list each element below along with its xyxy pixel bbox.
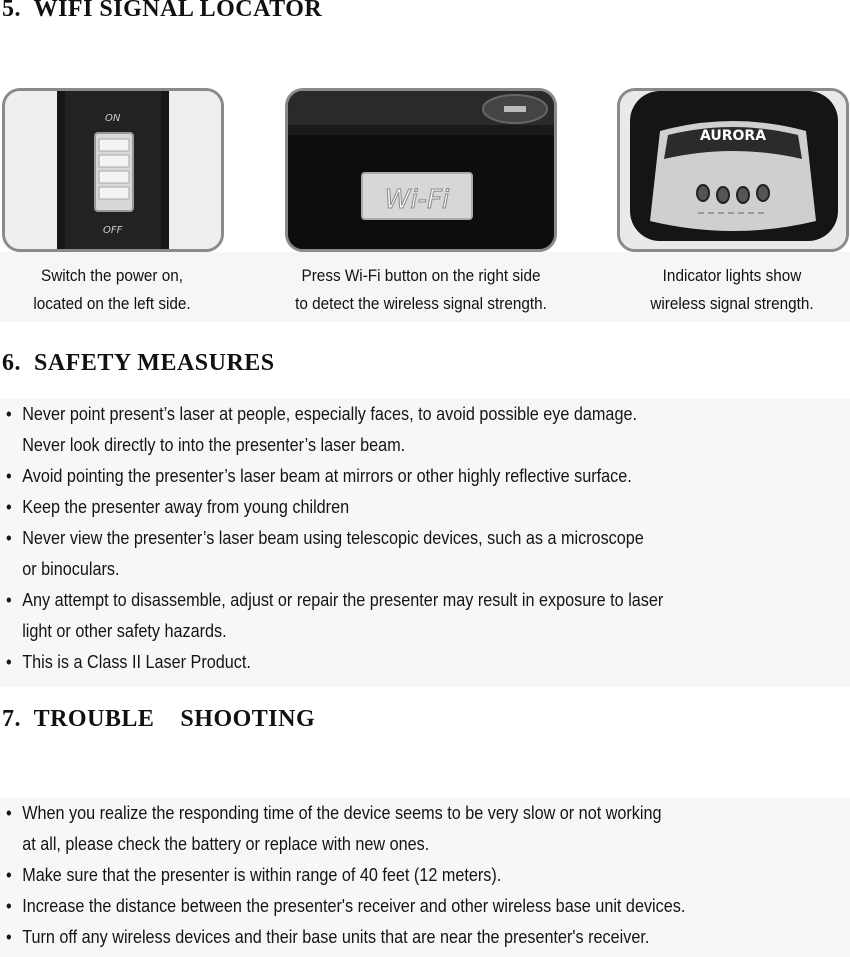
safety-item-continuation: or binoculars. — [22, 559, 120, 579]
trouble-shooting-list — [0, 798, 850, 957]
indicator-lights-photo — [617, 88, 849, 252]
safety-item: • Keep the presenter away from young children — [6, 497, 350, 517]
trouble-item: • Increase the distance between the presenter's receiver and other wireless base unit devices. — [6, 896, 686, 916]
safety-item: • Never point present’s laser at people, especially faces, to avoid possible eye damage. — [6, 404, 637, 424]
trouble-item-continuation: at all, please check the battery or replace with new ones. — [22, 834, 430, 854]
safety-measures-list — [0, 399, 850, 687]
safety-item: • Avoid pointing the presenter’s laser beam at mirrors or other highly reflective surface. — [6, 466, 632, 486]
wifi-button-caption: Press Wi-Fi button on the right side to detect the wireless signal strength. — [295, 266, 547, 313]
trouble-item: • Make sure that the presenter is within range of 40 feet (12 meters). — [6, 865, 502, 885]
wifi-button-label: Wi-Fi — [384, 185, 450, 215]
wifi-button-photo — [285, 88, 557, 252]
safety-item: • Any attempt to disassemble, adjust or repair the presenter may result in exposure to laser — [6, 590, 664, 610]
indicator-light-3-icon — [737, 187, 749, 203]
indicator-light-2-icon — [717, 187, 729, 203]
section-heading-trouble-shooting: 7. TROUBLE SHOOTING — [2, 706, 316, 732]
power-switch-caption: Switch the power on, located on the left side. — [33, 266, 191, 313]
safety-item: • This is a Class II Laser Product. — [6, 652, 251, 672]
indicator-light-4-icon — [757, 185, 769, 201]
switch-off-label: OFF — [103, 225, 123, 236]
section-heading-safety-measures: 6. SAFETY MEASURES — [2, 350, 275, 376]
trouble-item: • Turn off any wireless devices and their base units that are near the presenter's receiver. — [6, 927, 650, 947]
safety-item: • Never view the presenter’s laser beam using telescopic devices, such as a microscope — [6, 528, 644, 548]
safety-item-continuation: Never look directly to into the presenter’s laser beam. — [22, 435, 406, 455]
aurora-brand-logo: AURORA — [699, 128, 767, 144]
switch-on-label: ON — [105, 113, 121, 124]
safety-item-continuation: light or other safety hazards. — [22, 621, 227, 641]
power-switch-photo — [2, 88, 224, 252]
indicator-light-1-icon — [697, 185, 709, 201]
trouble-item: • When you realize the responding time of the device seems to be very slow or not working — [6, 803, 662, 823]
section-heading-wifi-signal-locator: 5. WIFI SIGNAL LOCATOR — [2, 0, 323, 22]
indicator-lights-caption: Indicator lights show wireless signal strength. — [650, 266, 814, 313]
